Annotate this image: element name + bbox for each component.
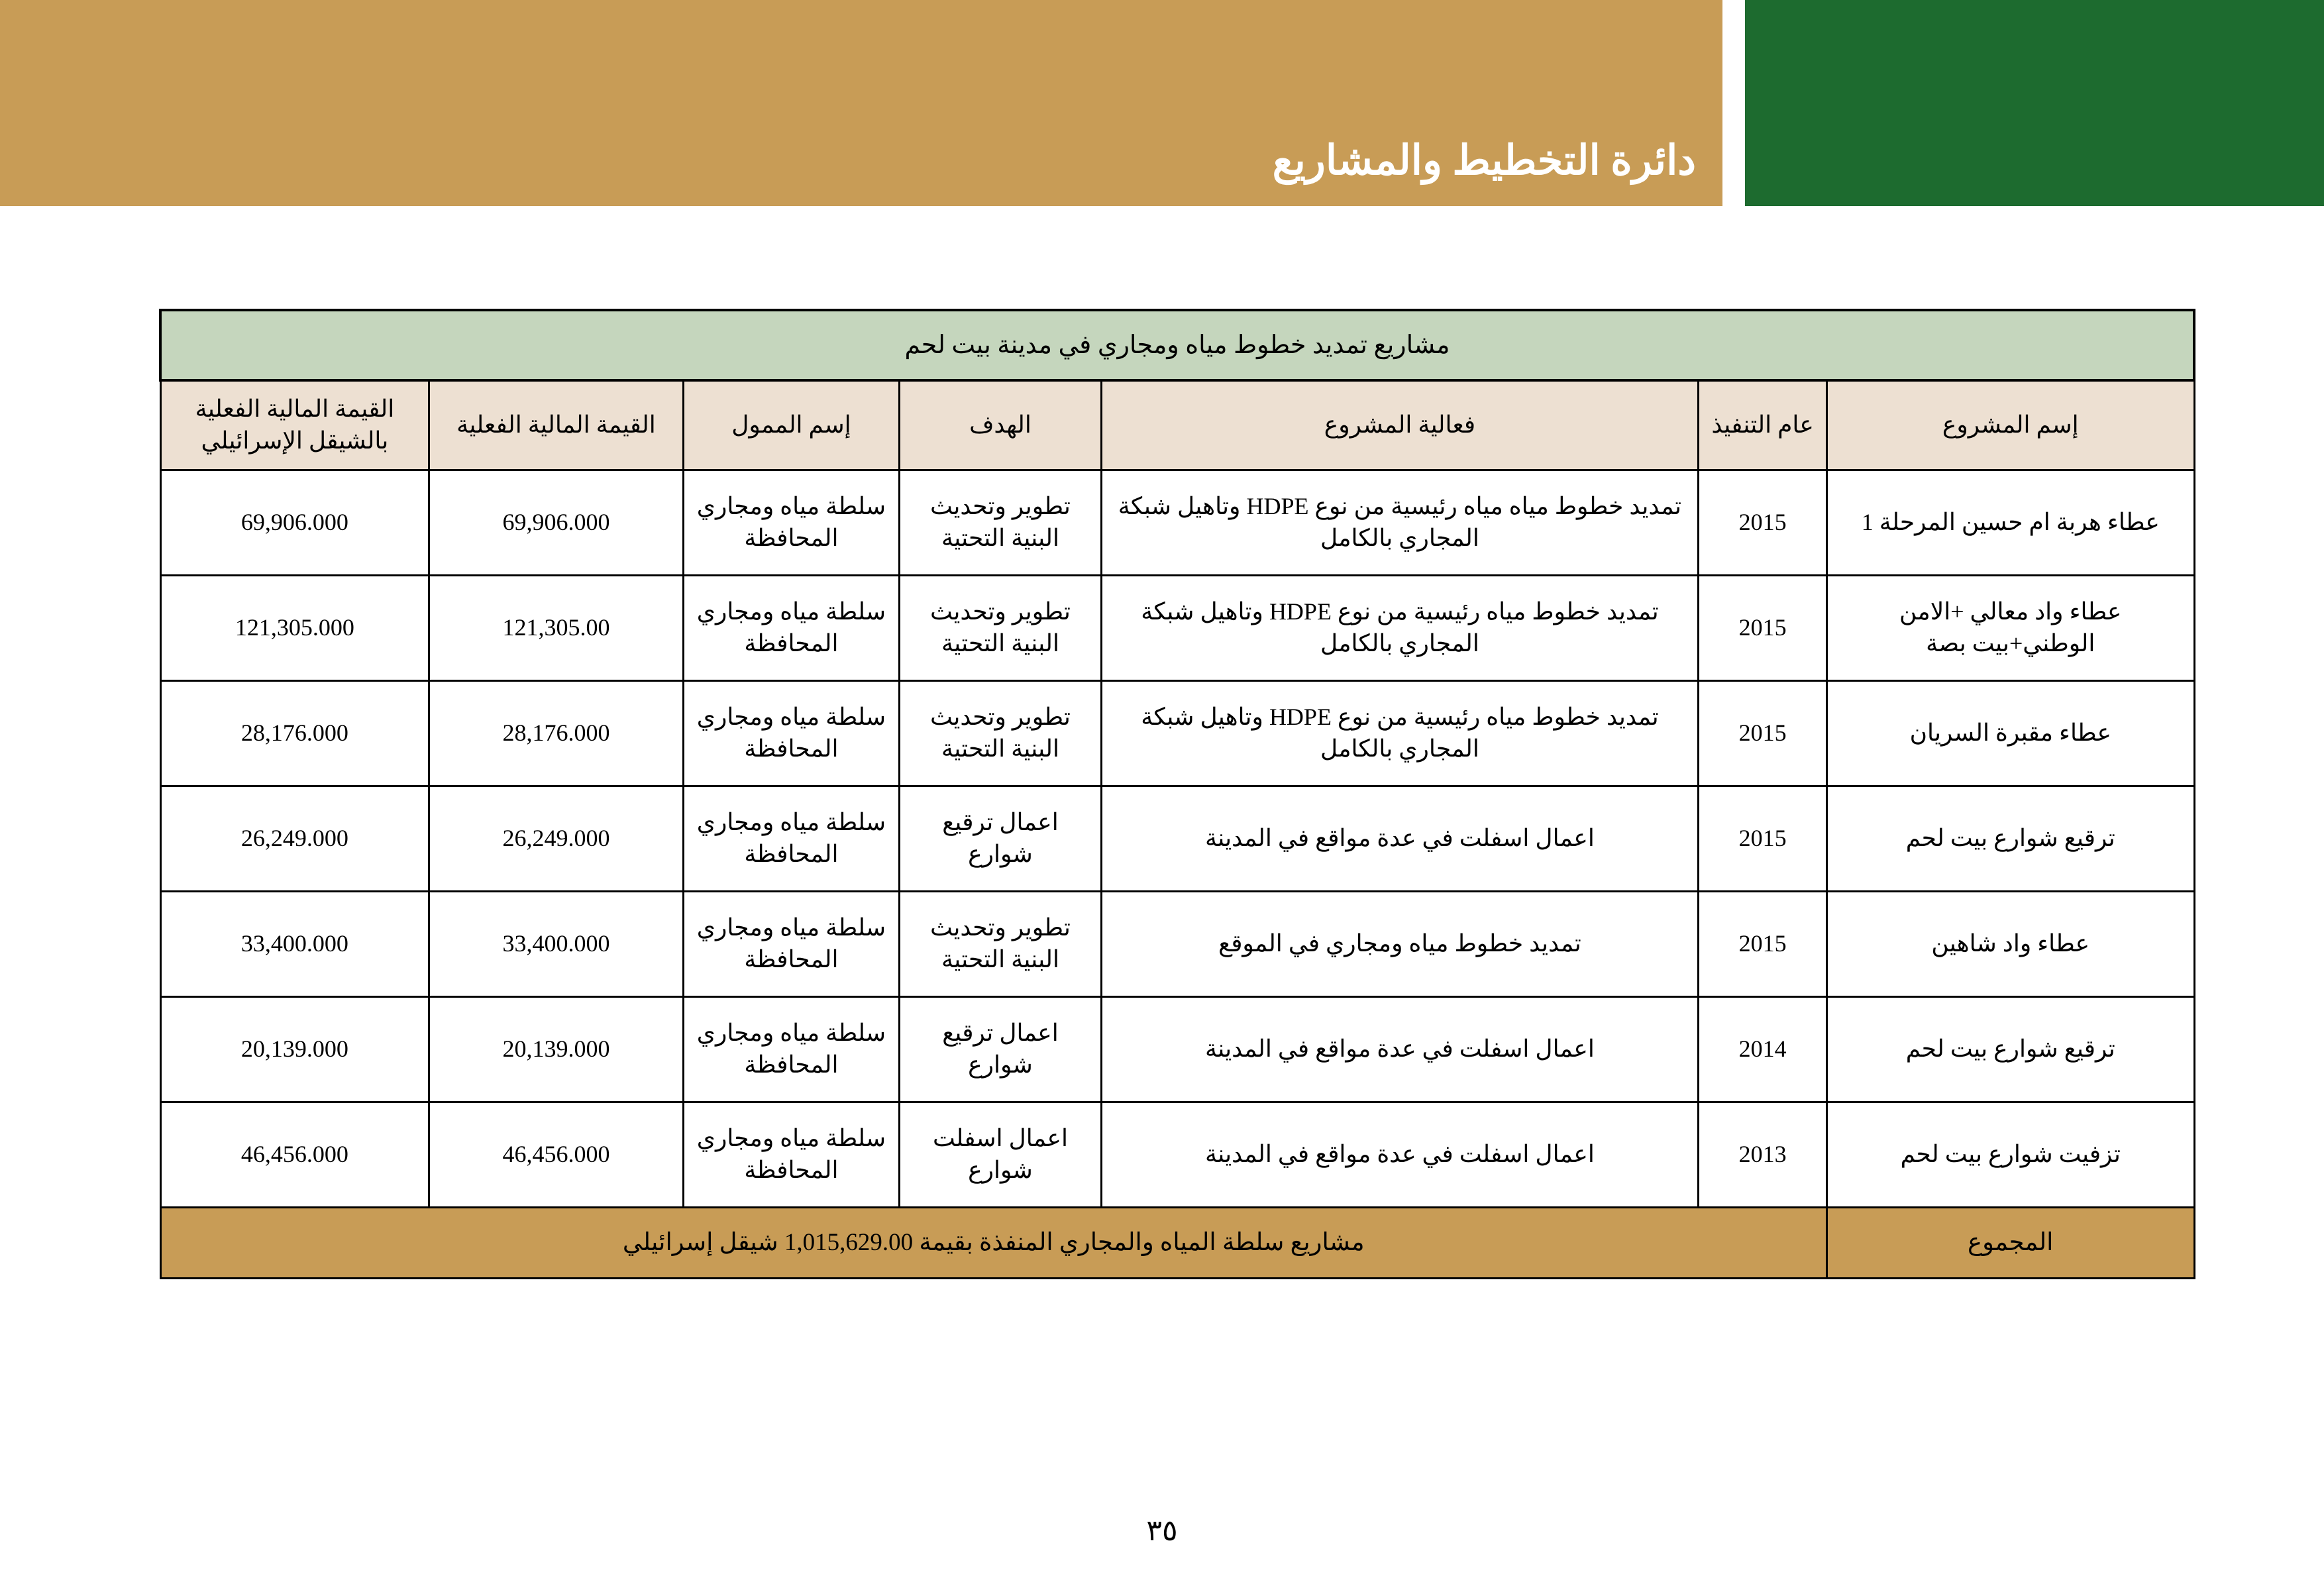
cell-actual-value: 20,139.000 bbox=[429, 997, 683, 1102]
cell-activity: اعمال اسفلت في عدة مواقع في المدينة bbox=[1101, 997, 1699, 1102]
cell-goal: تطوير وتحديث البنية التحتية bbox=[900, 681, 1101, 786]
cell-funder: سلطة مياه ومجاري المحافظة bbox=[683, 470, 900, 576]
table-title-row bbox=[160, 310, 2194, 380]
cell-activity: اعمال اسفلت في عدة مواقع في المدينة bbox=[1101, 786, 1699, 892]
cell-actual-value-ils: 69,906.000 bbox=[160, 470, 429, 576]
page-title: دائرة التخطيط والمشاريع bbox=[1272, 138, 1696, 184]
cell-funder: سلطة مياه ومجاري المحافظة bbox=[683, 576, 900, 681]
header-green-block bbox=[1745, 0, 2324, 206]
cell-goal: اعمال اسفلت شوارع bbox=[900, 1102, 1101, 1208]
cell-project-name: ترقيع شوارع بيت لحم bbox=[1827, 997, 2194, 1102]
column-header-actual-value-ils: القيمة المالية الفعلية بالشيقل الإسرائيلي bbox=[160, 380, 429, 470]
cell-actual-value: 46,456.000 bbox=[429, 1102, 683, 1208]
cell-project-name: عطاء واد شاهين bbox=[1827, 892, 2194, 997]
cell-year: 2014 bbox=[1699, 997, 1827, 1102]
table-row bbox=[160, 576, 2194, 681]
cell-actual-value: 33,400.000 bbox=[429, 892, 683, 997]
cell-goal: تطوير وتحديث البنية التحتية bbox=[900, 470, 1101, 576]
cell-project-name: ترقيع شوارع بيت لحم bbox=[1827, 786, 2194, 892]
cell-project-name: عطاء مقبرة السريان bbox=[1827, 681, 2194, 786]
projects-table-container bbox=[159, 309, 2195, 1279]
column-header-activity: فعالية المشروع bbox=[1101, 380, 1699, 470]
projects-table bbox=[159, 309, 2195, 1279]
cell-actual-value: 26,249.000 bbox=[429, 786, 683, 892]
cell-actual-value: 121,305.00 bbox=[429, 576, 683, 681]
cell-goal: تطوير وتحديث البنية التحتية bbox=[900, 892, 1101, 997]
cell-actual-value-ils: 20,139.000 bbox=[160, 997, 429, 1102]
cell-project-name: تزفيت شوارع بيت لحم bbox=[1827, 1102, 2194, 1208]
cell-activity: اعمال اسفلت في عدة مواقع في المدينة bbox=[1101, 1102, 1699, 1208]
cell-year: 2013 bbox=[1699, 1102, 1827, 1208]
column-header-year: عام التنفيذ bbox=[1699, 380, 1827, 470]
cell-goal: اعمال ترقيع شوارع bbox=[900, 786, 1101, 892]
cell-activity: تمديد خطوط مياه مياه رئيسية من نوع HDPE وتاهيل شبكة المجاري بالكامل bbox=[1101, 470, 1699, 576]
cell-funder: سلطة مياه ومجاري المحافظة bbox=[683, 892, 900, 997]
cell-year: 2015 bbox=[1699, 892, 1827, 997]
cell-year: 2015 bbox=[1699, 681, 1827, 786]
cell-funder: سلطة مياه ومجاري المحافظة bbox=[683, 786, 900, 892]
cell-actual-value-ils: 28,176.000 bbox=[160, 681, 429, 786]
page-header bbox=[0, 0, 2324, 206]
column-header-actual-value: القيمة المالية الفعلية bbox=[429, 380, 683, 470]
table-row bbox=[160, 470, 2194, 576]
table-row bbox=[160, 1102, 2194, 1208]
cell-year: 2015 bbox=[1699, 576, 1827, 681]
column-header-project-name: إسم المشروع bbox=[1827, 380, 2194, 470]
cell-actual-value-ils: 46,456.000 bbox=[160, 1102, 429, 1208]
cell-project-name: عطاء واد معالي +الامن الوطني+بيت بصة bbox=[1827, 576, 2194, 681]
cell-funder: سلطة مياه ومجاري المحافظة bbox=[683, 997, 900, 1102]
cell-actual-value-ils: 26,249.000 bbox=[160, 786, 429, 892]
page-number: ٣٥ bbox=[1146, 1514, 1178, 1547]
table-title: مشاريع تمديد خطوط مياه ومجاري في مدينة بيت لحم bbox=[160, 310, 2194, 380]
table-row bbox=[160, 892, 2194, 997]
cell-actual-value-ils: 121,305.000 bbox=[160, 576, 429, 681]
cell-activity: تمديد خطوط مياه رئيسية من نوع HDPE وتاهيل شبكة المجاري بالكامل bbox=[1101, 576, 1699, 681]
table-total-row bbox=[160, 1208, 2194, 1279]
cell-goal: تطوير وتحديث البنية التحتية bbox=[900, 576, 1101, 681]
table-row bbox=[160, 997, 2194, 1102]
column-header-funder: إسم الممول bbox=[683, 380, 900, 470]
cell-year: 2015 bbox=[1699, 470, 1827, 576]
cell-funder: سلطة مياه ومجاري المحافظة bbox=[683, 681, 900, 786]
table-row bbox=[160, 786, 2194, 892]
cell-funder: سلطة مياه ومجاري المحافظة bbox=[683, 1102, 900, 1208]
cell-project-name: عطاء هربة ام حسين المرحلة 1 bbox=[1827, 470, 2194, 576]
cell-actual-value: 69,906.000 bbox=[429, 470, 683, 576]
table-row bbox=[160, 681, 2194, 786]
cell-activity: تمديد خطوط مياه ومجاري في الموقع bbox=[1101, 892, 1699, 997]
total-text: مشاريع سلطة المياه والمجاري المنفذة بقيمة 1,015,629.00 شيقل إسرائيلي bbox=[160, 1208, 1827, 1279]
column-header-goal: الهدف bbox=[900, 380, 1101, 470]
cell-year: 2015 bbox=[1699, 786, 1827, 892]
cell-actual-value: 28,176.000 bbox=[429, 681, 683, 786]
table-header-row bbox=[160, 380, 2194, 470]
total-label: المجموع bbox=[1827, 1208, 2194, 1279]
cell-actual-value-ils: 33,400.000 bbox=[160, 892, 429, 997]
cell-activity: تمديد خطوط مياه رئيسية من نوع HDPE وتاهيل شبكة المجاري بالكامل bbox=[1101, 681, 1699, 786]
cell-goal: اعمال ترقيع شوارع bbox=[900, 997, 1101, 1102]
